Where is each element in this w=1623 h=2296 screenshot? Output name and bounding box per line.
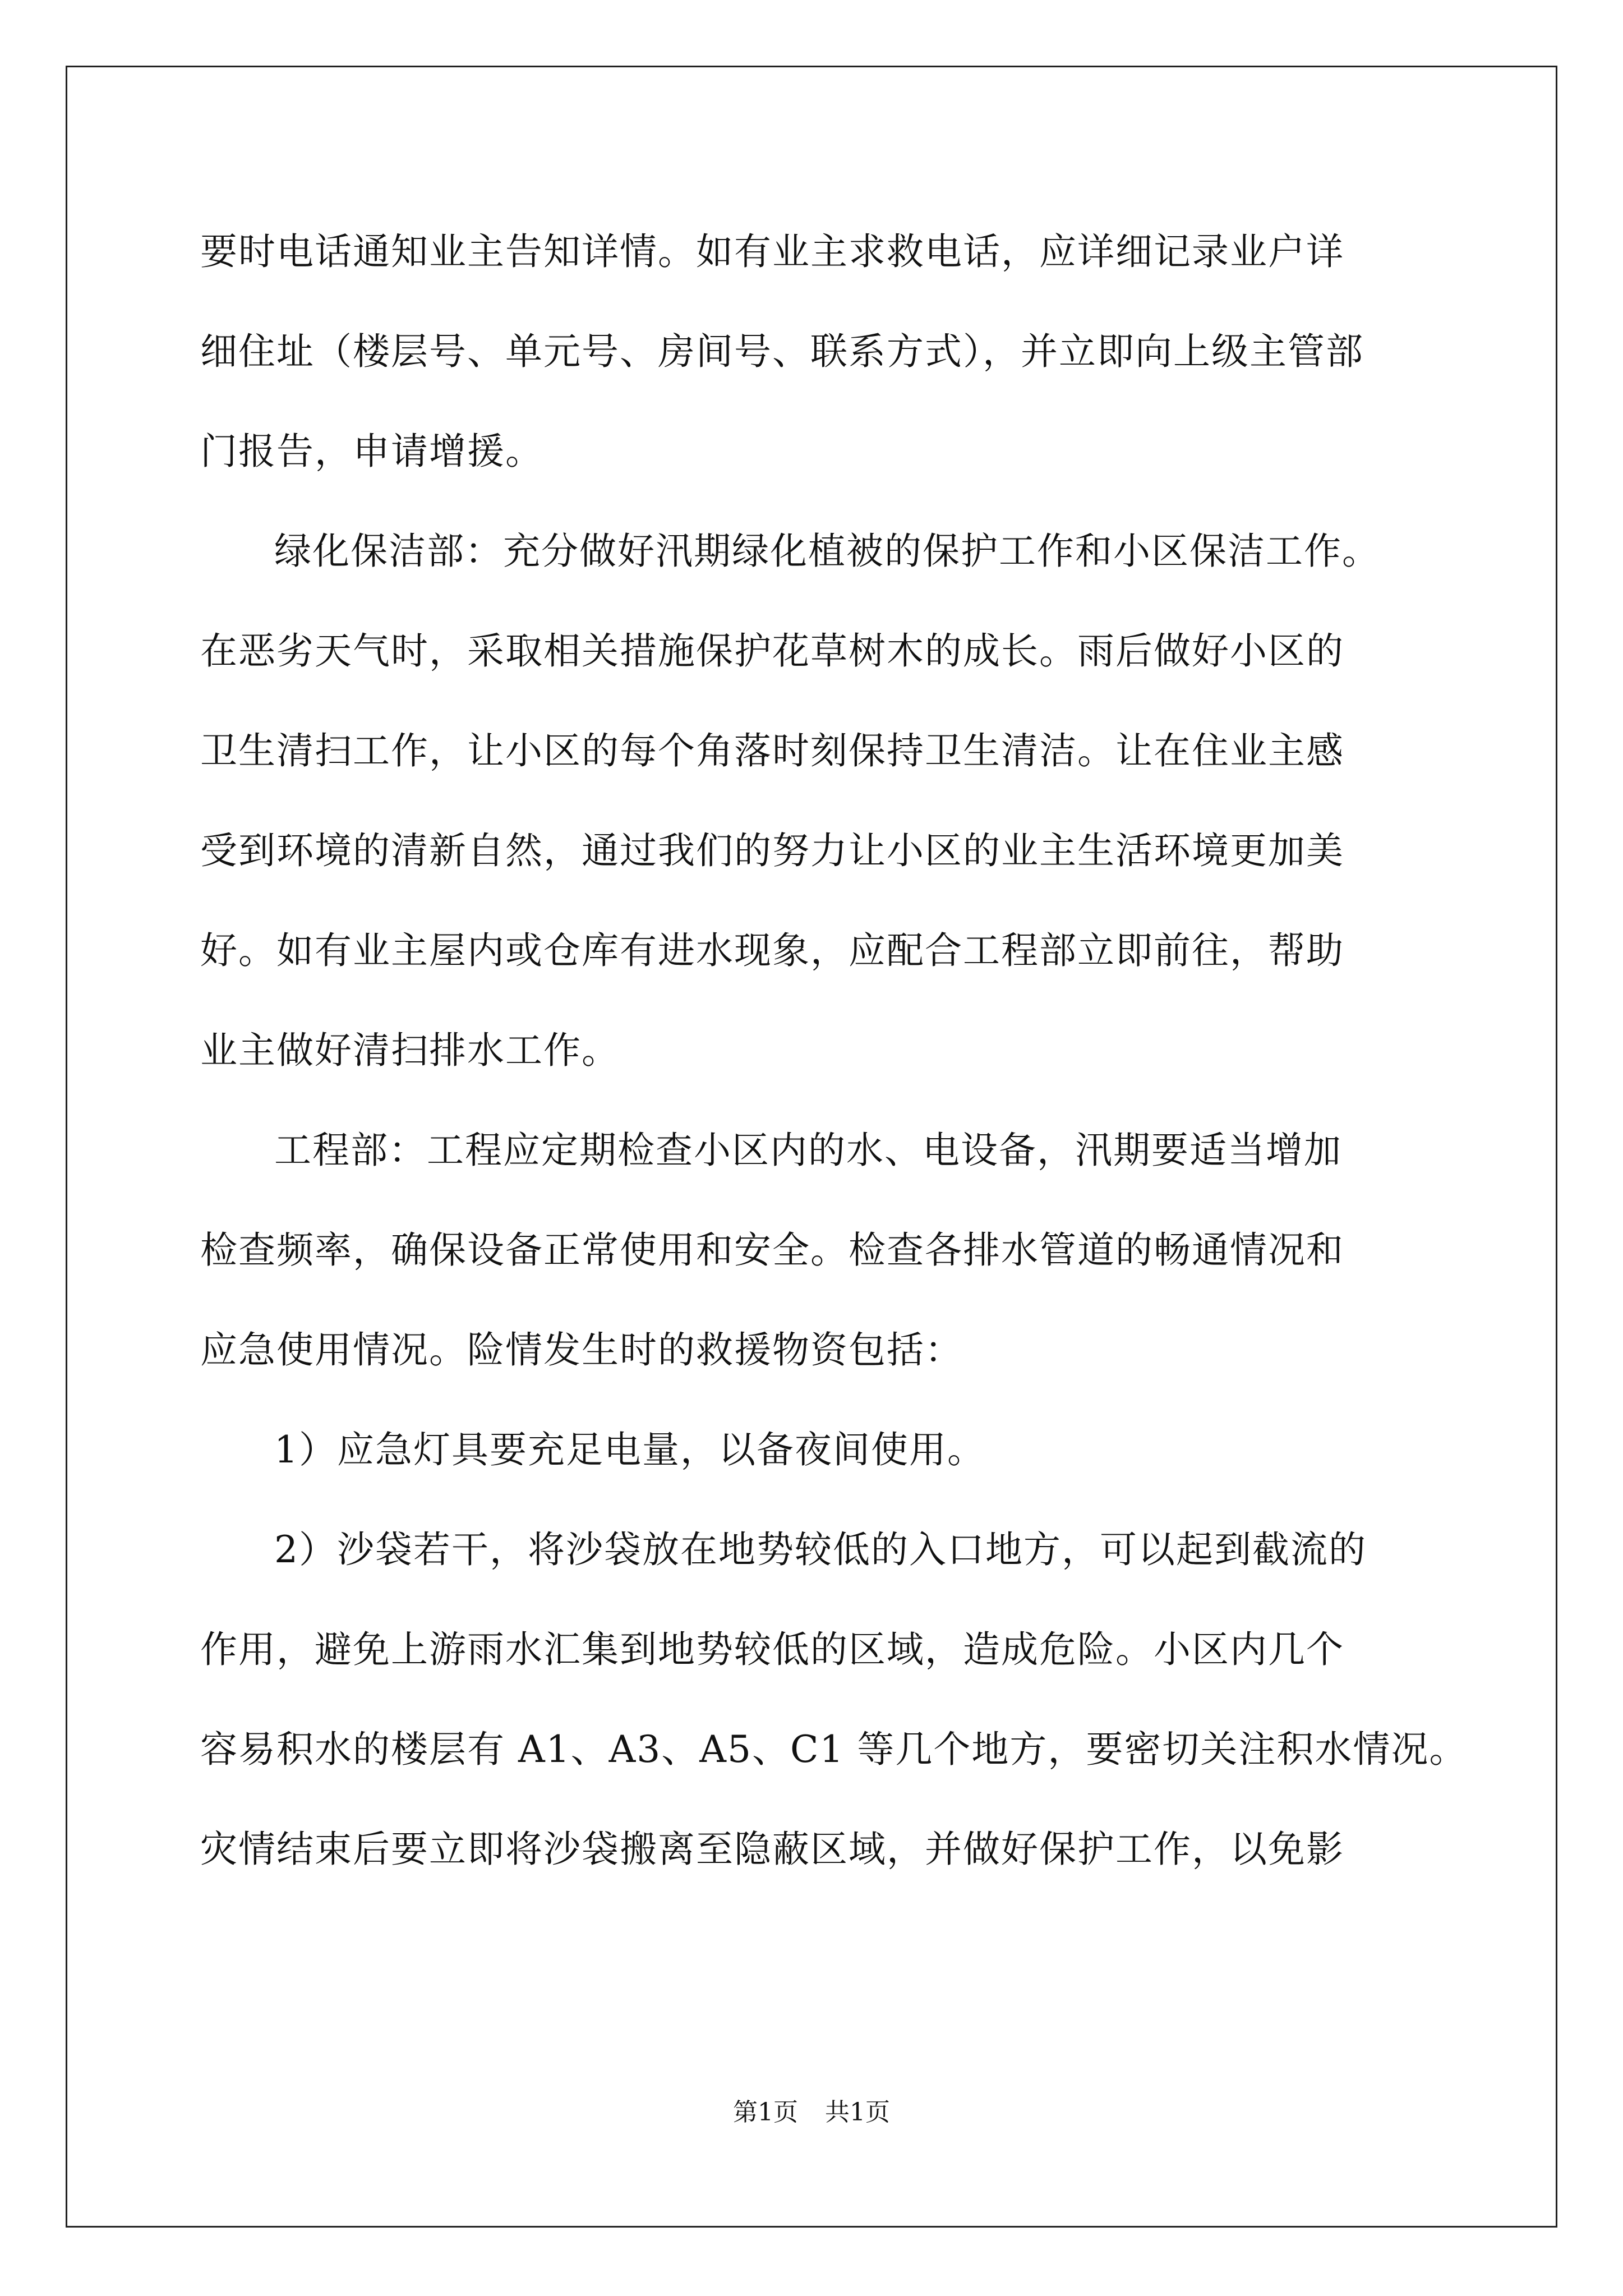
text-line: 要时电话通知业主告知详情。如有业主求救电话，应详细记录业户详 xyxy=(200,230,1344,273)
text-line: 在恶劣天气时，采取相关措施保护花草树木的成长。雨后做好小区的 xyxy=(200,629,1344,673)
page-number: 第1页 xyxy=(733,2098,798,2127)
text-line: 作用，避免上游雨水汇集到地势较低的区域，造成危险。小区内几个 xyxy=(200,1628,1344,1671)
text-line: 受到环境的清新自然，通过我们的努力让小区的业主生活环境更加美 xyxy=(200,829,1344,872)
paragraph-start-line: 绿化保洁部：充分做好汛期绿化植被的保护工作和小区保洁工作。 xyxy=(274,530,1380,573)
text-line: 容易积水的楼层有 A1、A3、A5、C1 等几个地方，要密切关注积水情况。 xyxy=(200,1728,1468,1771)
text-line: 好。如有业主屋内或仓库有进水现象，应配合工程部立即前往，帮助 xyxy=(200,929,1344,972)
list-item-line: 2）沙袋若干，将沙袋放在地势较低的入口地方，可以起到截流的 xyxy=(274,1528,1367,1571)
text-line: 检查频率，确保设备正常使用和安全。检查各排水管道的畅通情况和 xyxy=(200,1228,1344,1272)
page-total: 共1页 xyxy=(825,2098,890,2127)
list-item-line: 1）应急灯具要充足电量，以备夜间使用。 xyxy=(274,1428,985,1471)
text-line: 卫生清扫工作，让小区的每个角落时刻保持卫生清洁。让在住业主感 xyxy=(200,729,1344,772)
text-line: 业主做好清扫排水工作。 xyxy=(200,1029,620,1072)
text-line: 灾情结束后要立即将沙袋搬离至隐蔽区域，并做好保护工作，以免影 xyxy=(200,1828,1344,1871)
text-line: 细住址（楼层号、单元号、房间号、联系方式），并立即向上级主管部 xyxy=(200,330,1364,373)
text-line: 门报告，申请增援。 xyxy=(200,430,543,473)
text-line: 应急使用情况。险情发生时的救援物资包括： xyxy=(200,1328,963,1372)
page-footer xyxy=(0,2096,1623,2129)
document-body xyxy=(200,202,1468,1899)
paragraph-start-line: 工程部：工程应定期检查小区内的水、电设备，汛期要适当增加 xyxy=(274,1129,1342,1172)
